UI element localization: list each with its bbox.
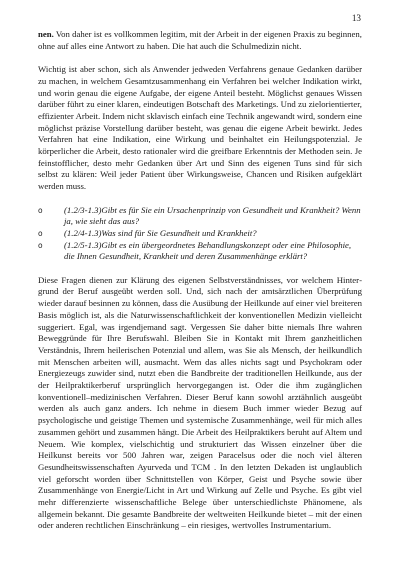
paragraph-applicant-reflection: Wichtig ist aber schon, sich als Anwender jedweden Verfahrens genaue Gedanken darüber zu machen, in welchem Gesamtzusammenhang ein Verfahren bei welcher Indikation wirkt, und worin genau die eigene Aufgabe, der eigene Anteil besteht. Möglichst genaues Wissen darüber führt zu einer klaren, eindeutigen Botschaft des Marketings. Und zu zielorientierter, effizienter Arbeit. Indem nicht sklavisch einfach eine Technik angewandt wird, sondern eine möglichst präzise Vorstellung darüber besteht, was genau die eigene Arbeit bewirkt. Jedes Verfahren hat eine Indikation, eine Wirkung und beinhaltet ein Heilungspotenzial. Je körperlicher die Arbeit, desto rationaler wird die greifbare Erkenntnis der Methoden sein. Je feinstofflicher, desto mehr Gedanken über Art und Sinn des eigenen Tuns sind für sich selbst zu klären: Weil jeder Patient über Wirkungsweise, Chancen und Risiken aufgeklärt werden muss. — [38, 64, 362, 192]
page-number: 13 — [351, 13, 361, 23]
question-item — [38, 228, 362, 240]
paragraph-self-understanding: Diese Fragen dienen zur Klärung des eigenen Selbstverständnisses, vor welchem Hintergrund der Beruf ausgeübt werden soll. Und, sich nach der amtsärztlichen Überprüfung wieder darauf besinnen zu können, dass die Ausübung der Heilkunde auf einer viel breiteren Basis möglich ist, als die Naturwissenschaftlichkeit der konventionellen Medizin vielleicht suggeriert. Egal, was irgendjemand sagt. Vergessen Sie daher bitte niemals Ihre wahren Beweggründe für Ihre Berufswahl. Bleiben Sie in Kontakt mit Ihrem ganzheitlichen Verständnis, Ihrem heilerischen Potenzial und allem, was Sie als Mensch, der heilkundlich mit Menschen arbeiten will, ausmacht. Wem das alles nichts sagt und Psychokram oder Energiezeugs zuwider sind, nutzt eben die Bandbreite der traditionellen Heilkunde, aus der der Heilpraktikerberuf ursprünglich hervorgegangen ist. Oder die ihm zugänglichen konventionell–medizinischen Verfahren. Dieser Beruf kann sowohl arztähnlich ausgeübt werden als auch ganz anders. Ich nehme in diesem Buch immer wieder Bezug auf psychologische und geistige Themen und systemische Zusammenhänge, weil für mich alles zusammen gehört und zusammen hängt. Die Arbeit des Heilpraktikers beruht auf Altem und Neuem. Wie komplex, vielschichtig und strukturiert das Wissen einzelner über die Heilkunst bereits vor 500 Jahren war, zeigen Paracelsus oder die noch viel älteren Gesundheitswissenschaften Ayurveda und TCM . In den letzten Dekaden ist unglaublich viel geforscht worden über Schnittstellen von Körper, Geist und Psyche sowie über Zusammenhänge von Energie/Licht in Art und Wirkung auf Zelle und Psyche. Es gibt viel mehr differenzierte wissenschaftliche Belege über unterschiedlichste Phänomene, als allgemein bekannt. Die gesamte Bandbreite der weltweiten Heilkunde bietet – mit der einen oder anderen rechtlichen Einschränkung – ein riesiges, wertvolles Instrumentarium. — [38, 274, 362, 531]
paragraph-lead-word: nen. — [38, 29, 54, 39]
question-text: (1.2/3-1.3)Gibt es für Sie ein Ursachenprinzip von Gesundheit und Krankheit? Wenn ja, wie sieht das aus? — [64, 204, 361, 227]
question-item — [38, 240, 362, 263]
question-text: (1.2/5-1.3)Gibt es ein übergeordnetes Behandlungskonzept oder eine Philosophie, die Ihnen Gesundheit, Krankheit und deren Zusammenhänge erklärt? — [64, 239, 352, 262]
question-text: (1.2/4-1.3)Was sind für Sie Gesundheit und Krankheit? — [64, 227, 257, 238]
paragraph-continuation — [38, 29, 362, 52]
bullet-circle-icon: o — [38, 205, 43, 215]
paragraph-continuation-text: Von daher ist es vollkommen legitim, mit der Arbeit in der eigenen Praxis zu beginnen, ohne auf alles eine Antwort zu haben. Die hat auch die Schulmedizin nicht. — [38, 29, 362, 51]
question-list — [38, 205, 362, 264]
page-body — [38, 29, 362, 532]
bullet-circle-icon: o — [38, 240, 43, 250]
question-item — [38, 205, 362, 228]
bullet-circle-icon: o — [38, 228, 43, 238]
